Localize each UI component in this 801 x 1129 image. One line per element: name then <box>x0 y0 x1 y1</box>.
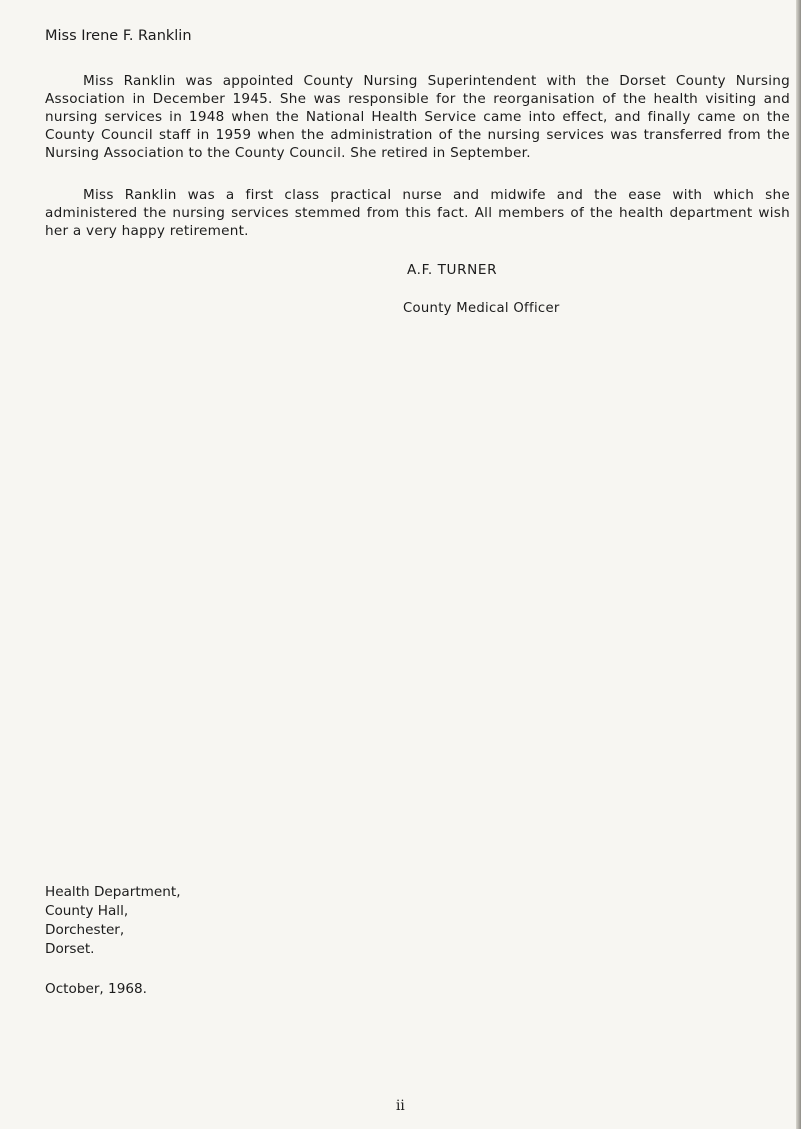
page-number: ii <box>396 1098 405 1114</box>
sender-address <box>45 883 181 959</box>
address-line-town: Dorchester, <box>45 922 125 938</box>
page-heading: Miss Irene F. Ranklin <box>45 28 192 44</box>
address-line-department: Health Department, <box>45 884 181 900</box>
address-line-county: Dorset. <box>45 941 95 957</box>
paragraph-retirement: Miss Ranklin was a first class practical nurse and midwife and the ease with which she administered the nursing services stemmed from this fact. All members of the health department wish her a very happy retirement. <box>45 187 790 239</box>
page-edge-shadow <box>796 0 801 1129</box>
paragraph-appointment: Miss Ranklin was appointed County Nursing Superintendent with the Dorset County Nursing Association in December 1945. She was responsible for the reorganisation of the health visiting and nursing services in 1948 when the National Health Service came into effect, and finally came on the County Council staff in 1959 when the administration of the nursing services was transferred from the Nursing Association to the County Council. She retired in September. <box>45 73 790 161</box>
signature-name: A.F. TURNER <box>407 262 498 278</box>
signature-title: County Medical Officer <box>403 301 560 316</box>
address-line-building: County Hall, <box>45 903 129 919</box>
document-date: October, 1968. <box>45 981 147 997</box>
